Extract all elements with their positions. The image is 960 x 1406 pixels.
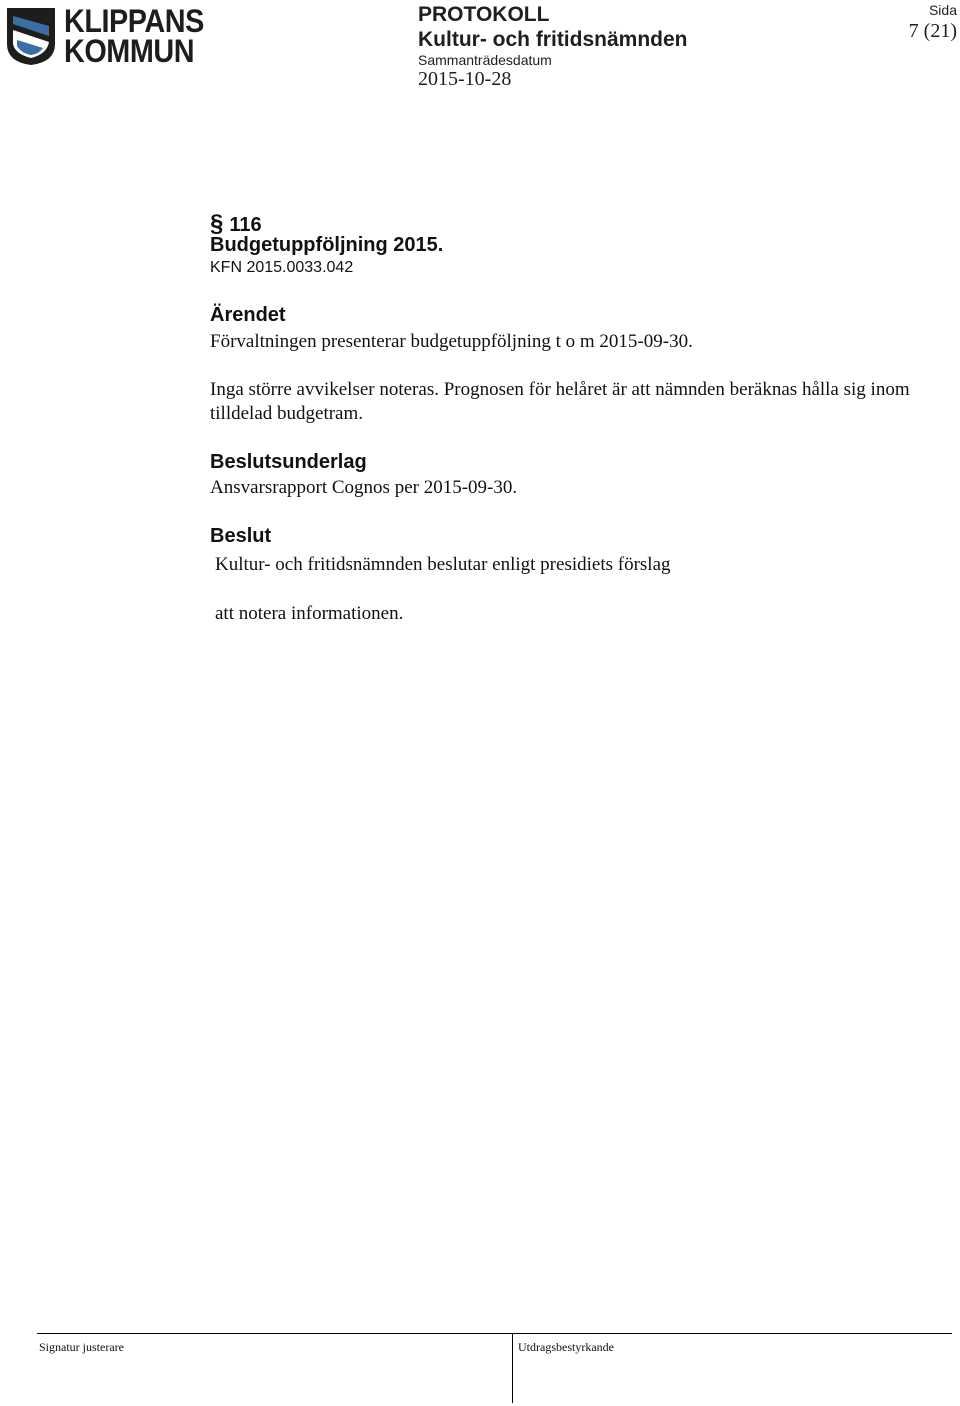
committee-name: Kultur- och fritidsnämnden (418, 28, 688, 51)
meeting-date: 2015-10-28 (418, 68, 512, 90)
footer-divider (512, 1333, 513, 1403)
item-title: Budgetuppföljning 2015. (210, 234, 444, 256)
logo-text-line2: KOMMUN (64, 33, 195, 69)
beslut-att-clause: att notera informationen. (215, 603, 404, 624)
logo-text-line1: KLIPPANS (64, 3, 204, 39)
beslutsunderlag-text: Ansvarsrapport Cognos per 2015-09-30. (210, 477, 518, 498)
page-number: 7 (21) (908, 20, 957, 42)
extract-certification-label: Utdragsbestyrkande (518, 1340, 614, 1354)
document-type: PROTOKOLL (418, 3, 550, 26)
arendet-text-2: Inga större avvikelser noteras. Prognosen för helåret är att nämnden beräknas hålla sig inom tilldelad budgetram. (210, 379, 910, 424)
page-label: Sida (928, 2, 957, 18)
heading-arendet: Ärendet (210, 304, 286, 326)
heading-beslutsunderlag: Beslutsunderlag (210, 451, 367, 473)
case-number: KFN 2015.0033.042 (210, 259, 354, 276)
logo-mark-icon (3, 4, 59, 66)
section-sign: § (210, 210, 224, 237)
beslut-text: Kultur- och fritidsnämnden beslutar enligt presidiets förslag (215, 554, 671, 575)
item-number: 116 (229, 214, 262, 236)
meeting-date-label: Sammanträdesdatum (418, 52, 552, 68)
signature-label: Signatur justerare (39, 1340, 124, 1354)
municipality-logo (3, 3, 218, 69)
footer-rule (37, 1333, 952, 1334)
heading-beslut: Beslut (210, 525, 272, 547)
arendet-text: Förvaltningen presenterar budgetuppföljning t o m 2015-09-30. (210, 331, 693, 352)
